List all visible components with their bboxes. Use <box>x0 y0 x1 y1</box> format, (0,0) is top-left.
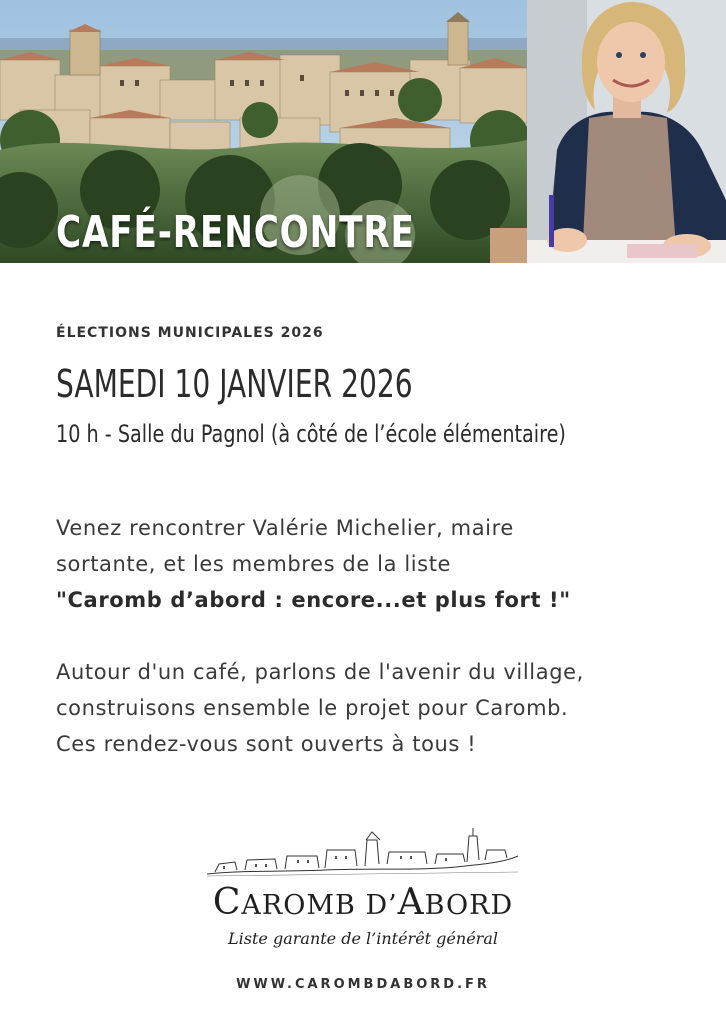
list-name-line <box>56 582 696 618</box>
invitation-line: sortante, et les membres de la liste <box>56 552 452 576</box>
invitation-text <box>56 510 696 762</box>
logo-initial: C <box>212 882 242 923</box>
portrait-photo <box>527 0 726 263</box>
logo-wordmark <box>0 882 726 923</box>
village-sketch-logo <box>205 826 520 882</box>
election-kicker: ÉLECTIONS MUNICIPALES 2026 <box>56 325 324 341</box>
invitation-line: Autour d'un café, parlons de l'avenir du village, <box>56 660 584 684</box>
banner-title: CAFÉ-RENCONTRE <box>56 207 415 258</box>
list-name: "Caromb d’abord : encore...et plus fort !" <box>56 588 571 612</box>
invitation-line: Venez rencontrer Valérie Michelier, maire <box>56 516 514 540</box>
header-banner <box>0 0 726 263</box>
logo-letters: AROMB D’ <box>241 890 398 921</box>
invitation-line: construisons ensemble le projet pour Caromb. <box>56 696 569 720</box>
logo-tagline: Liste garante de l’intérêt général <box>228 929 498 948</box>
website-link[interactable]: WWW.CAROMBDABORD.FR <box>236 977 490 992</box>
event-time-place: 10 h - Salle du Pagnol (à côté de l’école élémentaire) <box>56 420 566 448</box>
event-date: SAMEDI 10 JANVIER 2026 <box>56 362 413 406</box>
invitation-line: Ces rendez-vous sont ouverts à tous ! <box>56 732 477 756</box>
logo-initial: A <box>397 882 425 923</box>
paragraph-gap <box>56 618 696 654</box>
logo-letters: BORD <box>424 890 514 921</box>
